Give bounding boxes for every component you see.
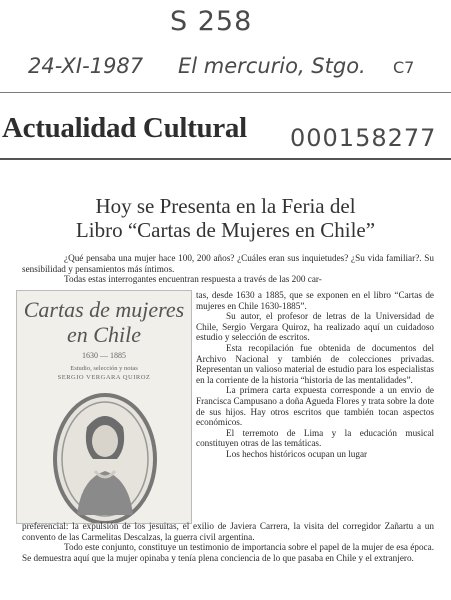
body-paragraph: Su autor, el profesor de letras de la Universidad de Chile, Sergio Vergara Quiroz, ha realizado aquí un cuidadoso estudio y selección de escritos. (196, 311, 434, 343)
article-right-column (196, 290, 434, 460)
intro-paragraph: Todas estas interrogantes encuentran respuesta a través de las 200 car- (64, 274, 322, 285)
portrait-illustration (51, 387, 159, 524)
headline-line-2: Libro “Cartas de Mujeres en Chile” (75, 218, 376, 242)
article-bottom (22, 521, 434, 563)
article-headline (0, 194, 451, 242)
body-paragraph: Todo este conjunto, constituye un testimonio de importancia sobre el papel de la mujer de esa época. Se demuestra aquí que la mujer opinaba y tenía plena conciencia de lo que pasaba en Chile y el extranjero. (22, 542, 434, 563)
body-paragraph: tas, desde 1630 a 1885, que se exponen en el libro “Cartas de mujeres en Chile 1630-1885”. (196, 290, 434, 311)
book-cover-credit: Estudio, selección y notas (70, 365, 138, 372)
article-intro (22, 253, 434, 285)
handwritten-source: El mercurio, Stgo. (178, 54, 366, 78)
book-cover-image (16, 290, 192, 524)
book-cover-author: SERGIO VERGARA QUIROZ (57, 374, 151, 381)
body-paragraph: Esta recopilación fue obtenida de documentos del Archivo Nacional y también de colecciones privadas. Representan un valioso material de estudio para los especialistas en la corriente de la historia “historia de las mentalidades”. (196, 342, 434, 385)
intro-paragraph: ¿Qué pensaba una mujer hace 100, 200 años? ¿Cuáles eran sus inquietudes? ¿Su vida familiar?. Su sensibilidad y pensamientos más íntimos. (22, 253, 434, 274)
body-paragraph: preferencial: la expulsión de los jesuitas, el exilio de Javiera Carrera, la visita del corregidor Zañartu a un convento de las Carmelitas Descalzas, la guerra civil argentina. (22, 521, 434, 542)
body-paragraph: El terremoto de Lima y la educación musical constituyen otras de las temáticas. (196, 427, 434, 449)
section-title: Actualidad Cultural (2, 112, 247, 144)
handwritten-date: 24-XI-1987 (28, 54, 144, 78)
divider-line (0, 92, 451, 93)
body-paragraph: La primera carta expuesta corresponde a un envio de Francisca Campusano a doña Agueda Flores y trata sobre la dote de sus hijos. Hay otros escritos que también tocan aspectos económicos. (196, 385, 434, 428)
headline-line-1: Hoy se Presenta en la Feria del (95, 194, 356, 218)
body-paragraph: Los hechos históricos ocupan un lugar (226, 448, 368, 459)
book-cover-title: Cartas de mujeres en Chile (23, 297, 185, 347)
book-cover-years: 1630 — 1885 (82, 351, 126, 360)
section-divider (0, 158, 451, 160)
handwritten-page: C7 (393, 58, 415, 77)
handwritten-code: S 258 (170, 6, 253, 37)
handwritten-doc-code: 000158277 (290, 124, 437, 152)
